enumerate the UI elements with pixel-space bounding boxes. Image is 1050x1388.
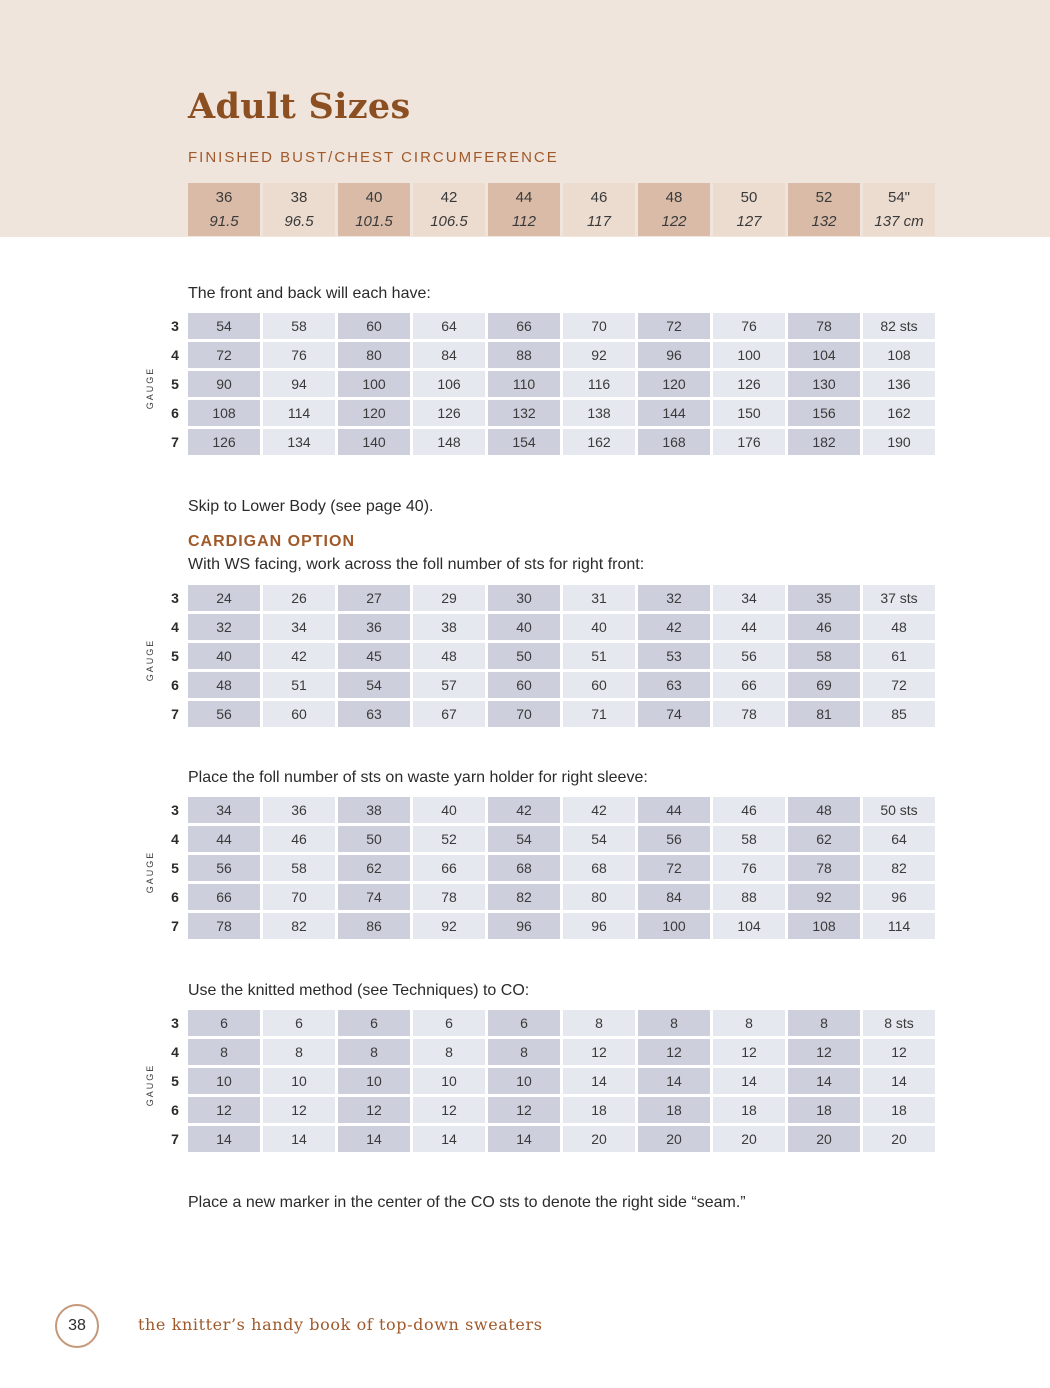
table-cell: 60	[338, 313, 410, 339]
size-cell	[788, 183, 860, 236]
table-cell: 34	[713, 585, 785, 611]
table-cell: 32	[638, 585, 710, 611]
table-row	[165, 672, 935, 698]
size-metric: 106.5	[430, 212, 468, 230]
table-cell: 54	[488, 826, 560, 852]
table-cell: 14	[638, 1068, 710, 1094]
front-back-sts-table	[140, 313, 940, 462]
table-cell: 6	[188, 1010, 260, 1036]
table-cell: 18	[863, 1097, 935, 1123]
table-cell: 42	[563, 797, 635, 823]
table-cell: 48	[788, 797, 860, 823]
table-cell: 8 sts	[863, 1010, 935, 1036]
table-cell: 10	[338, 1068, 410, 1094]
table-cell: 26	[263, 585, 335, 611]
table-cell: 60	[488, 672, 560, 698]
table-cell: 108	[188, 400, 260, 426]
table-cell: 20	[713, 1126, 785, 1152]
table-cell: 82	[263, 913, 335, 939]
size-metric: 101.5	[355, 212, 393, 230]
table-row	[165, 1126, 935, 1152]
table-row	[165, 1068, 935, 1094]
table-cell: 70	[488, 701, 560, 727]
table-cell: 82	[863, 855, 935, 881]
table-cell: 126	[413, 400, 485, 426]
table-cell: 126	[713, 371, 785, 397]
table-cell: 14	[788, 1068, 860, 1094]
table-cell: 76	[713, 855, 785, 881]
table-cell: 56	[188, 855, 260, 881]
table-cell: 42	[263, 643, 335, 669]
table-cell: 60	[263, 701, 335, 727]
table-cell: 12	[638, 1039, 710, 1065]
table-cell: 12	[338, 1097, 410, 1123]
table-row	[165, 614, 935, 640]
table-row	[165, 701, 935, 727]
table-cell: 20	[788, 1126, 860, 1152]
table-cell: 148	[413, 429, 485, 455]
table-row	[165, 855, 935, 881]
table-cell: 36	[263, 797, 335, 823]
table-cell: 31	[563, 585, 635, 611]
table-cell: 88	[488, 342, 560, 368]
table-cell: 100	[713, 342, 785, 368]
table-cell: 18	[788, 1097, 860, 1123]
table-cell: 14	[338, 1126, 410, 1152]
page-number-text: 38	[68, 1317, 86, 1334]
table-cell: 60	[563, 672, 635, 698]
gauge-label-text: GAUGE	[145, 1063, 155, 1106]
table-cell: 70	[563, 313, 635, 339]
table-row	[165, 371, 935, 397]
table-cell: 114	[263, 400, 335, 426]
table-cell: 8	[338, 1039, 410, 1065]
size-metric: 117	[587, 212, 611, 230]
table-cell: 90	[188, 371, 260, 397]
size-metric: 127	[736, 212, 762, 230]
gauge-number: 6	[171, 405, 179, 421]
table-cell: 56	[638, 826, 710, 852]
table-row	[165, 1039, 935, 1065]
cast-on-sts-table	[140, 1010, 940, 1159]
table-cell: 14	[488, 1126, 560, 1152]
table-cell: 34	[263, 614, 335, 640]
table-cell: 14	[188, 1126, 260, 1152]
size-metric: 91.5	[209, 212, 239, 230]
table-cell: 38	[413, 614, 485, 640]
gauge-number: 5	[171, 648, 179, 664]
table-cell: 8	[788, 1010, 860, 1036]
gauge-label	[140, 313, 160, 462]
table-cell: 50	[338, 826, 410, 852]
table-cell: 130	[788, 371, 860, 397]
size-metric: 112	[512, 212, 536, 230]
table-cell: 44	[188, 826, 260, 852]
table-cell: 8	[488, 1039, 560, 1065]
table-cell: 84	[413, 342, 485, 368]
table-cell: 67	[413, 701, 485, 727]
table-1-label: The front and back will each have:	[188, 285, 431, 302]
gauge-number: 7	[171, 706, 179, 722]
table-cell: 126	[188, 429, 260, 455]
table-cell: 86	[338, 913, 410, 939]
gauge-label-text: GAUGE	[145, 366, 155, 409]
table-cell: 12	[413, 1097, 485, 1123]
table-cell: 14	[863, 1068, 935, 1094]
table-row	[165, 1097, 935, 1123]
table-cell: 92	[788, 884, 860, 910]
table-cell: 78	[788, 313, 860, 339]
table-cell: 56	[713, 643, 785, 669]
table-cell: 54	[563, 826, 635, 852]
table-cell: 156	[788, 400, 860, 426]
table-cell: 62	[788, 826, 860, 852]
table-cell: 140	[338, 429, 410, 455]
gauge-number: 6	[171, 889, 179, 905]
table-cell: 85	[863, 701, 935, 727]
table-cell: 8	[413, 1039, 485, 1065]
table-cell: 12	[788, 1039, 860, 1065]
table-3-label: Place the foll number of sts on waste yarn holder for right sleeve:	[188, 769, 648, 786]
table-cell: 154	[488, 429, 560, 455]
table-cell: 52	[413, 826, 485, 852]
gauge-number: 3	[171, 590, 179, 606]
size-cell	[713, 183, 785, 236]
gauge-number: 5	[171, 376, 179, 392]
table-cell: 92	[413, 913, 485, 939]
table-row	[165, 429, 935, 455]
size-cell	[413, 183, 485, 236]
table-row	[165, 884, 935, 910]
table-cell: 74	[338, 884, 410, 910]
table-cell: 40	[563, 614, 635, 640]
table-cell: 58	[263, 313, 335, 339]
table-cell: 18	[563, 1097, 635, 1123]
table-cell: 30	[488, 585, 560, 611]
gauge-number: 5	[171, 860, 179, 876]
table-cell: 190	[863, 429, 935, 455]
table-cell: 58	[713, 826, 785, 852]
table-cell: 46	[713, 797, 785, 823]
table-cell: 8	[713, 1010, 785, 1036]
table-cell: 150	[713, 400, 785, 426]
table-cell: 78	[788, 855, 860, 881]
table-cell: 162	[563, 429, 635, 455]
table-cell: 68	[488, 855, 560, 881]
table-cell: 182	[788, 429, 860, 455]
table-row	[165, 826, 935, 852]
table-4-label: Use the knitted method (see Techniques) to CO:	[188, 982, 530, 999]
table-cell: 162	[863, 400, 935, 426]
table-row	[165, 313, 935, 339]
size-metric: 137 cm	[874, 212, 924, 230]
table-cell: 48	[413, 643, 485, 669]
table-cell: 62	[338, 855, 410, 881]
table-cell: 82	[488, 884, 560, 910]
page-title: Adult Sizes	[188, 86, 411, 127]
table-cell: 120	[338, 400, 410, 426]
right-front-sts-table	[140, 585, 940, 734]
table-cell: 144	[638, 400, 710, 426]
table-cell: 82 sts	[863, 313, 935, 339]
gauge-label	[140, 797, 160, 946]
table-cell: 64	[413, 313, 485, 339]
size-metric: 122	[661, 212, 687, 230]
table-cell: 44	[638, 797, 710, 823]
table-cell: 12	[713, 1039, 785, 1065]
table-cell: 78	[188, 913, 260, 939]
table-cell: 35	[788, 585, 860, 611]
table-cell: 96	[638, 342, 710, 368]
table-cell: 69	[788, 672, 860, 698]
gauge-number: 4	[171, 831, 179, 847]
section-subtitle: FINISHED BUST/CHEST CIRCUMFERENCE	[188, 149, 559, 166]
size-imperial: 46	[590, 188, 608, 206]
table-cell: 18	[713, 1097, 785, 1123]
size-imperial: 36	[215, 188, 233, 206]
table-cell: 120	[638, 371, 710, 397]
gauge-number: 4	[171, 619, 179, 635]
size-cell	[863, 183, 935, 236]
table-cell: 44	[713, 614, 785, 640]
table-cell: 14	[413, 1126, 485, 1152]
table-cell: 32	[188, 614, 260, 640]
table-cell: 80	[338, 342, 410, 368]
table-cell: 63	[338, 701, 410, 727]
table-cell: 132	[488, 400, 560, 426]
table-cell: 46	[788, 614, 860, 640]
table-cell: 51	[563, 643, 635, 669]
page-number	[55, 1304, 99, 1348]
gauge-number: 4	[171, 347, 179, 363]
size-imperial: 48	[665, 188, 683, 206]
table-cell: 8	[188, 1039, 260, 1065]
table-cell: 12	[263, 1097, 335, 1123]
table-cell: 66	[188, 884, 260, 910]
table-cell: 12	[563, 1039, 635, 1065]
table-cell: 96	[488, 913, 560, 939]
table-cell: 76	[263, 342, 335, 368]
size-imperial: 38	[290, 188, 308, 206]
size-cell	[563, 183, 635, 236]
skip-instruction: Skip to Lower Body (see page 40).	[188, 498, 434, 515]
table-cell: 70	[263, 884, 335, 910]
table-cell: 72	[188, 342, 260, 368]
table-row	[165, 1010, 935, 1036]
table-cell: 14	[563, 1068, 635, 1094]
table-cell: 74	[638, 701, 710, 727]
table-cell: 66	[413, 855, 485, 881]
table-cell: 10	[263, 1068, 335, 1094]
table-cell: 81	[788, 701, 860, 727]
size-metric: 96.5	[284, 212, 314, 230]
size-cell	[638, 183, 710, 236]
table-cell: 48	[863, 614, 935, 640]
table-cell: 104	[713, 913, 785, 939]
table-cell: 108	[788, 913, 860, 939]
table-cell: 78	[713, 701, 785, 727]
table-row	[165, 643, 935, 669]
table-cell: 68	[563, 855, 635, 881]
table-cell: 88	[713, 884, 785, 910]
table-cell: 6	[413, 1010, 485, 1036]
size-cell	[338, 183, 410, 236]
gauge-number: 7	[171, 1131, 179, 1147]
table-cell: 78	[413, 884, 485, 910]
table-cell: 71	[563, 701, 635, 727]
table-cell: 56	[188, 701, 260, 727]
table-cell: 42	[488, 797, 560, 823]
size-cell	[488, 183, 560, 236]
table-cell: 48	[188, 672, 260, 698]
table-cell: 10	[188, 1068, 260, 1094]
table-cell: 106	[413, 371, 485, 397]
table-cell: 168	[638, 429, 710, 455]
table-cell: 92	[563, 342, 635, 368]
table-cell: 64	[863, 826, 935, 852]
table-cell: 40	[413, 797, 485, 823]
table-cell: 40	[488, 614, 560, 640]
table-cell: 80	[563, 884, 635, 910]
table-cell: 72	[863, 672, 935, 698]
table-cell: 63	[638, 672, 710, 698]
table-cell: 96	[863, 884, 935, 910]
table-cell: 51	[263, 672, 335, 698]
right-sleeve-sts-table	[140, 797, 940, 946]
table-cell: 53	[638, 643, 710, 669]
table-row	[165, 342, 935, 368]
table-cell: 54	[188, 313, 260, 339]
gauge-number: 7	[171, 434, 179, 450]
table-cell: 12	[188, 1097, 260, 1123]
gauge-number: 3	[171, 318, 179, 334]
size-imperial: 44	[515, 188, 533, 206]
gauge-label	[140, 1010, 160, 1159]
table-cell: 96	[563, 913, 635, 939]
table-cell: 110	[488, 371, 560, 397]
table-cell: 38	[338, 797, 410, 823]
table-cell: 72	[638, 855, 710, 881]
table-cell: 10	[488, 1068, 560, 1094]
table-cell: 108	[863, 342, 935, 368]
size-imperial: 54"	[887, 188, 910, 206]
table-cell: 34	[188, 797, 260, 823]
size-header-row	[188, 183, 935, 236]
table-cell: 114	[863, 913, 935, 939]
table-cell: 84	[638, 884, 710, 910]
table-cell: 14	[713, 1068, 785, 1094]
closing-instruction: Place a new marker in the center of the CO sts to denote the right side “seam.”	[188, 1194, 746, 1211]
table-cell: 116	[563, 371, 635, 397]
table-cell: 100	[638, 913, 710, 939]
size-metric: 132	[811, 212, 837, 230]
table-cell: 14	[263, 1126, 335, 1152]
table-cell: 50 sts	[863, 797, 935, 823]
table-cell: 20	[638, 1126, 710, 1152]
cardigan-heading: CARDIGAN OPTION	[188, 533, 355, 550]
gauge-label	[140, 585, 160, 734]
table-cell: 94	[263, 371, 335, 397]
table-cell: 76	[713, 313, 785, 339]
table-cell: 8	[263, 1039, 335, 1065]
size-imperial: 52	[815, 188, 833, 206]
table-cell: 72	[638, 313, 710, 339]
table-cell: 6	[338, 1010, 410, 1036]
table-cell: 138	[563, 400, 635, 426]
table-cell: 104	[788, 342, 860, 368]
table-cell: 6	[263, 1010, 335, 1036]
table-cell: 66	[713, 672, 785, 698]
table-cell: 10	[413, 1068, 485, 1094]
gauge-label-text: GAUGE	[145, 850, 155, 893]
size-cell	[263, 183, 335, 236]
gauge-number: 3	[171, 1015, 179, 1031]
table-cell: 24	[188, 585, 260, 611]
gauge-number: 5	[171, 1073, 179, 1089]
table-cell: 136	[863, 371, 935, 397]
table-cell: 61	[863, 643, 935, 669]
gauge-number: 7	[171, 918, 179, 934]
table-cell: 12	[488, 1097, 560, 1123]
table-cell: 27	[338, 585, 410, 611]
table-cell: 100	[338, 371, 410, 397]
table-row	[165, 400, 935, 426]
table-cell: 42	[638, 614, 710, 640]
gauge-label-text: GAUGE	[145, 638, 155, 681]
table-row	[165, 585, 935, 611]
table-cell: 66	[488, 313, 560, 339]
table-cell: 12	[863, 1039, 935, 1065]
book-title: the knitter’s handy book of top-down sweaters	[138, 1315, 543, 1334]
gauge-number: 6	[171, 1102, 179, 1118]
table-cell: 29	[413, 585, 485, 611]
table-cell: 37 sts	[863, 585, 935, 611]
gauge-number: 6	[171, 677, 179, 693]
size-imperial: 42	[440, 188, 458, 206]
table-cell: 57	[413, 672, 485, 698]
table-row	[165, 913, 935, 939]
table-cell: 176	[713, 429, 785, 455]
table-cell: 134	[263, 429, 335, 455]
table-cell: 40	[188, 643, 260, 669]
table-cell: 20	[863, 1126, 935, 1152]
table-2-label: With WS facing, work across the foll number of sts for right front:	[188, 556, 645, 573]
gauge-number: 3	[171, 802, 179, 818]
size-imperial: 50	[740, 188, 758, 206]
table-cell: 54	[338, 672, 410, 698]
table-cell: 45	[338, 643, 410, 669]
size-imperial: 40	[365, 188, 383, 206]
size-cell	[188, 183, 260, 236]
table-cell: 50	[488, 643, 560, 669]
table-cell: 8	[638, 1010, 710, 1036]
table-row	[165, 797, 935, 823]
table-cell: 6	[488, 1010, 560, 1036]
table-cell: 46	[263, 826, 335, 852]
gauge-number: 4	[171, 1044, 179, 1060]
table-cell: 58	[788, 643, 860, 669]
table-cell: 20	[563, 1126, 635, 1152]
table-cell: 36	[338, 614, 410, 640]
table-cell: 18	[638, 1097, 710, 1123]
table-cell: 58	[263, 855, 335, 881]
table-cell: 8	[563, 1010, 635, 1036]
